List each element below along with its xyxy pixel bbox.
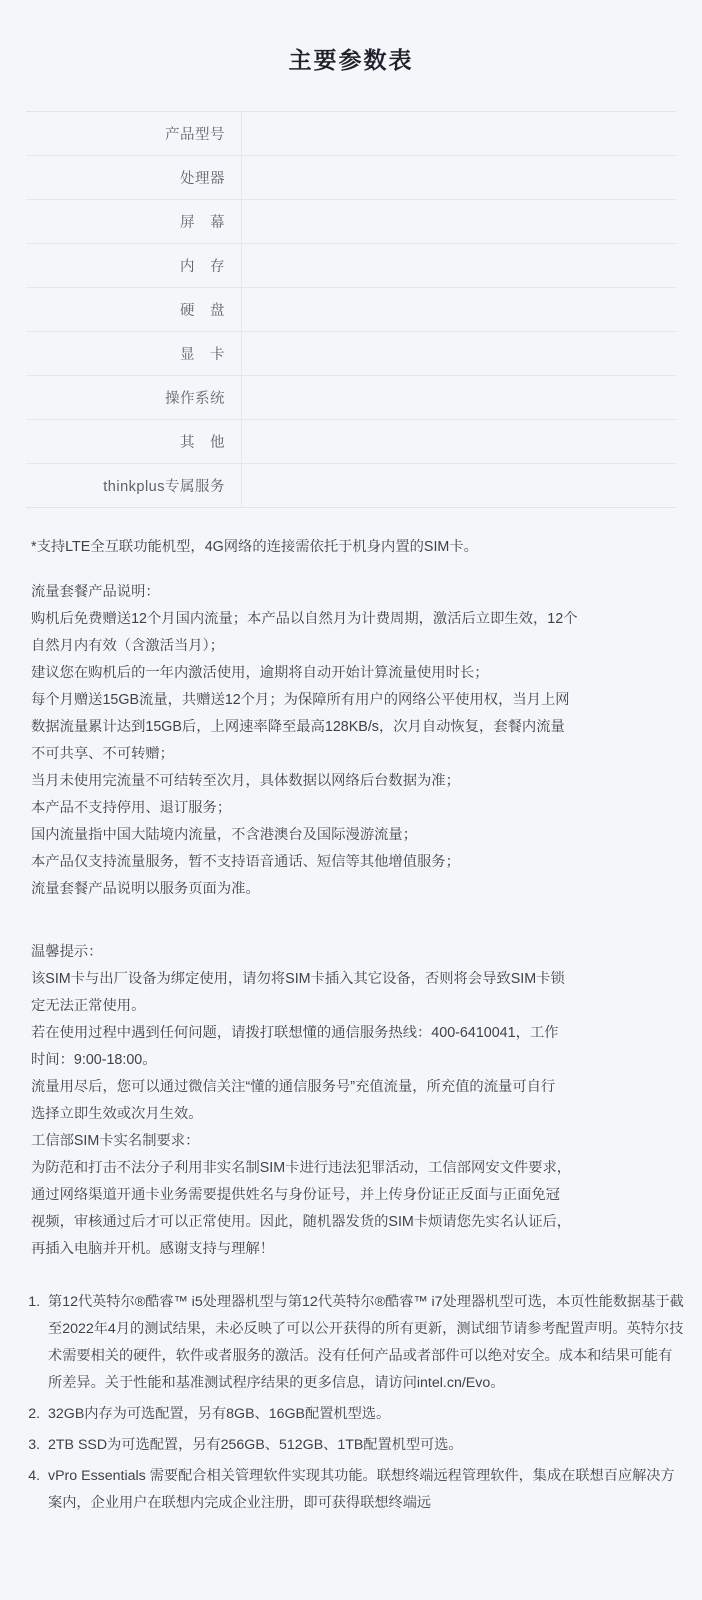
tips-line: 再插入电脑并开机。感谢支持与理解！ xyxy=(31,1241,275,1257)
notices-section xyxy=(31,508,671,1263)
table-row xyxy=(26,288,676,332)
spec-value xyxy=(242,200,677,244)
data-plan-line: 建议您在购机后的一年内激活使用，逾期将自动开始计算流量使用时长； xyxy=(31,665,489,681)
tips-line: 为防范和打击不法分子利用非实名制SIM卡进行违法犯罪活动，工信部网安文件要求， xyxy=(31,1160,572,1176)
table-row xyxy=(26,200,676,244)
data-plan-line: 国内流量指中国大陆境内流量，不含港澳台及国际漫游流量； xyxy=(31,827,418,843)
tips-line: 通过网络渠道开通卡业务需要提供姓名与身份证号，并上传身份证正反面与正面免冠 xyxy=(31,1187,560,1203)
table-row xyxy=(26,156,676,200)
data-plan-line: 每个月赠送15GB流量，共赠送12个月；为保障所有用户的网络公平使用权，当月上网 xyxy=(31,692,570,708)
list-item: 4. vPro Essentials 需要配合相关管理软件实现其功能。联想终端远程管理软件，集成在联想百应解决方案内，企业用户在联想内完成企业注册，即可获得联想终端远 xyxy=(44,1463,684,1517)
spec-table xyxy=(26,111,676,508)
spec-value xyxy=(242,464,677,508)
tips-line: 时间：9:00-18:00。 xyxy=(31,1052,157,1068)
table-row xyxy=(26,420,676,464)
table-row xyxy=(26,464,676,508)
footnotes-list xyxy=(18,1289,684,1517)
table-row xyxy=(26,244,676,288)
data-plan-line: 本产品仅支持流量服务，暂不支持语音通话、短信等其他增值服务； xyxy=(31,854,460,870)
data-plan-line: 自然月内有效（含激活当月）； xyxy=(31,638,225,654)
data-plan-notice xyxy=(31,579,671,903)
data-plan-line: 流量套餐产品说明以服务页面为准。 xyxy=(31,881,260,897)
data-plan-line: 不可共享、不可转赠； xyxy=(31,746,174,762)
spec-value xyxy=(242,244,677,288)
spec-label: thinkplus专属服务 xyxy=(26,464,242,508)
data-plan-line: 本产品不支持停用、退订服务； xyxy=(31,800,232,816)
tips-line: 工信部SIM卡实名制要求： xyxy=(31,1133,200,1149)
tips-line: 该SIM卡与出厂设备为绑定使用，请勿将SIM卡插入其它设备，否则将会导致SIM卡锁 xyxy=(31,971,565,987)
tips-line: 流量用尽后，您可以通过微信关注“懂的通信服务号”充值流量，所充值的流量可自行 xyxy=(31,1079,556,1095)
tips-line: 选择立即生效或次月生效。 xyxy=(31,1106,203,1122)
spec-value xyxy=(242,420,677,464)
spec-label: 处理器 xyxy=(26,156,242,200)
spec-value xyxy=(242,156,677,200)
spec-value xyxy=(242,376,677,420)
table-row xyxy=(26,112,676,156)
data-plan-title: 流量套餐产品说明： xyxy=(31,584,160,600)
page-title: 主要参数表 xyxy=(288,47,414,73)
spec-value xyxy=(242,112,677,156)
tips-line: 若在使用过程中遇到任何问题，请拨打联想懂的通信服务热线：400-6410041，工作 xyxy=(31,1025,559,1041)
data-plan-line: 数据流量累计达到15GB后，上网速率降至最高128KB/s，次月自动恢复，套餐内流量 xyxy=(31,719,565,735)
lte-notice: *支持LTE全互联功能机型，4G网络的连接需依托于机身内置的SIM卡。 xyxy=(31,539,478,555)
list-item: 1. 第12代英特尔®酷睿™ i5处理器机型与第12代英特尔®酷睿™ i7处理器机型可选，本页性能数据基于截至2022年4月的测试结果，未必反映了可以公开获得的所有更新，测试细节请参考配置声明。英特尔技术需要相关的硬件，软件或者服务的激活。没有任何产品或者部件可以绝对安全。成本和结果可能有所差异。关于性能和基准测试程序结果的更多信息，请访问intel.cn/Evo。 xyxy=(44,1289,684,1397)
spec-label: 产品型号 xyxy=(26,112,242,156)
table-row xyxy=(26,332,676,376)
list-item: 3. 2TB SSD为可选配置，另有256GB、512GB、1TB配置机型可选。 xyxy=(44,1432,684,1459)
spec-label: 操作系统 xyxy=(26,376,242,420)
data-plan-line: 当月未使用完流量不可结转至次月，具体数据以网络后台数据为准； xyxy=(31,773,460,789)
section-spacer xyxy=(31,921,671,939)
spec-value xyxy=(242,288,677,332)
list-item: 2. 32GB内存为可选配置，另有8GB、16GB配置机型选。 xyxy=(44,1401,684,1428)
table-row xyxy=(26,376,676,420)
tips-line: 视频，审核通过后才可以正常使用。因此，随机器发货的SIM卡烦请您先实名认证后， xyxy=(31,1214,572,1230)
spec-label: 屏 幕 xyxy=(26,200,242,244)
tips-title: 温馨提示： xyxy=(31,944,103,960)
tips-line: 定无法正常使用。 xyxy=(31,998,146,1014)
spec-label: 其 他 xyxy=(26,420,242,464)
spec-value xyxy=(242,332,677,376)
spec-label: 内 存 xyxy=(26,244,242,288)
data-plan-line: 购机后免费赠送12个月国内流量；本产品以自然月为计费周期，激活后立即生效，12个 xyxy=(31,611,578,627)
spec-label: 显 卡 xyxy=(26,332,242,376)
spec-label: 硬 盘 xyxy=(26,288,242,332)
tips-notice xyxy=(31,939,671,1263)
